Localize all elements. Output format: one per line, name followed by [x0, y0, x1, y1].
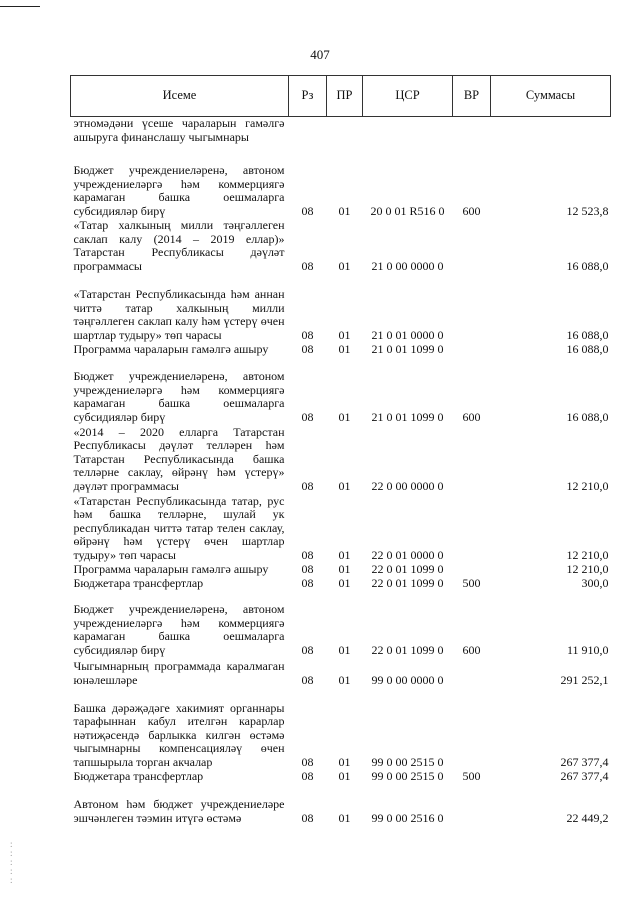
page-number: 407: [310, 47, 330, 62]
cell-rz: 08: [301, 478, 314, 493]
cell-vr: [453, 563, 491, 577]
cell-name: Бюджет учреждениеләренә, автоном учреждениеләргә һәм коммерциягә карамаган башка оешмаларга субсидияләр бирү: [73, 602, 285, 657]
table-row: [71, 784, 611, 826]
cell-pr: 01: [338, 754, 351, 769]
cell-rz: 08: [301, 327, 314, 342]
cell-vr: 600: [462, 203, 481, 218]
cell-sum: 16 088,0: [566, 409, 609, 424]
cell-sum: 291 252,1: [560, 672, 609, 687]
cell-vr: [453, 274, 491, 343]
cell-csr: 99 0 00 2516 0: [371, 810, 444, 825]
cell-sum: 16 088,0: [566, 327, 609, 342]
cell-csr: 22 0 01 1099 0: [371, 561, 444, 576]
cell-rz: 08: [301, 575, 314, 590]
cell-csr: 22 0 00 0000 0: [371, 478, 444, 493]
cell-vr: [453, 425, 491, 494]
cell-sum: 267 377,4: [560, 754, 609, 769]
cell-csr: 99 0 00 2515 0: [371, 754, 444, 769]
table-row: [71, 688, 611, 770]
cell-name: Программа чараларын гамәлгә ашыру: [73, 561, 269, 576]
cell-csr: 21 0 01 0000 0: [371, 327, 444, 342]
cell-pr: 01: [338, 575, 351, 590]
cell-rz: 08: [301, 561, 314, 576]
cell-sum: 22 449,2: [566, 810, 609, 825]
cell-vr: [453, 688, 491, 770]
cell-vr: 500: [462, 575, 481, 590]
cell-name: Башка дәрәҗәдәге хакимият органнары тарафыннан кабул ителгән карарлар нәтиҗәсендә барлыкка килгән өстәмә чыгымнарны компенсацияләү өчен тапшырыла торган акчалар: [73, 700, 285, 769]
table-row: [71, 494, 611, 563]
cell-rz: 08: [301, 768, 314, 783]
cell-pr: 01: [338, 341, 351, 356]
top-rule: [0, 6, 40, 7]
cell-name: Автоном һәм бюджет учреждениеләре эшчәнлеген тәэмин итүгә өстәмә: [73, 797, 285, 825]
cell-csr: 21 0 01 1099 0: [371, 409, 444, 424]
cell-pr: 01: [338, 409, 351, 424]
cell-pr: 01: [338, 327, 351, 342]
cell-vr: [453, 658, 491, 688]
cell-csr: [363, 117, 453, 151]
cell-rz: 08: [301, 203, 314, 218]
cell-vr: [453, 219, 491, 274]
table-row: [71, 425, 611, 494]
header-name: Исеме: [71, 76, 289, 117]
cell-sum: 12 210,0: [566, 478, 609, 493]
cell-sum: 16 088,0: [566, 341, 609, 356]
cell-vr: 500: [462, 768, 481, 783]
cell-rz: 08: [301, 810, 314, 825]
cell-name: Бюджетара трансфертлар: [73, 768, 204, 783]
cell-rz: 08: [301, 341, 314, 356]
cell-pr: [327, 117, 363, 151]
cell-pr: 01: [338, 547, 351, 562]
cell-sum: 11 910,0: [566, 642, 609, 657]
cell-name: Бюджетара трансфертлар: [73, 575, 204, 590]
cell-pr: 01: [338, 642, 351, 657]
cell-csr: 21 0 01 1099 0: [371, 341, 444, 356]
cell-name: «Татар халкының милли тәңгәллеген саклап калу (2014 – 2019 еллар)» Татарстан Республикасы дәүләт программасы: [73, 218, 285, 273]
table-row: [71, 658, 611, 688]
cell-sum: [491, 117, 611, 151]
cell-rz: 08: [301, 547, 314, 562]
table-row: [71, 577, 611, 591]
cell-csr: 20 0 01 R516 0: [370, 203, 445, 218]
table-row: [71, 117, 611, 151]
cell-vr: [453, 494, 491, 563]
table-row: [71, 274, 611, 343]
cell-sum: 12 210,0: [566, 561, 609, 576]
cell-name: Бюджет учреждениеләренә, автоном учреждениеләргә һәм коммерциягә карамаган башка оешмаларга субсидияләр бирү: [73, 163, 285, 218]
cell-pr: 01: [338, 258, 351, 273]
cell-sum: 12 523,8: [566, 203, 609, 218]
cell-csr: 22 0 01 1099 0: [371, 642, 444, 657]
cell-vr: 600: [462, 409, 481, 424]
header-rz: Рз: [289, 76, 327, 117]
cell-name: Бюджет учреждениеләренә, автоном учреждениеләргә һәм коммерциягә карамаган башка оешмаларга субсидияләр бирү: [73, 369, 285, 424]
table-row: [71, 357, 611, 425]
cell-vr: [453, 784, 491, 826]
cell-csr: 99 0 00 0000 0: [371, 672, 444, 687]
cell-name: «Татарстан Республикасында татар, рус һәм башка телләрне, шулай ук республикадан читтә татар телен саклау, өйрәнү һәм үстерү өчен шартлар тудыру» төп чарасы: [73, 493, 285, 562]
cell-csr: 99 0 00 2515 0: [371, 768, 444, 783]
cell-rz: 08: [301, 258, 314, 273]
cell-pr: 01: [338, 478, 351, 493]
cell-pr: 01: [338, 810, 351, 825]
cell-csr: 21 0 00 0000 0: [371, 258, 444, 273]
cell-name: Программа чараларын гамәлгә ашыру: [73, 341, 269, 356]
table-row: [71, 151, 611, 219]
cell-vr: 600: [462, 642, 481, 657]
margin-marks: : : : : :: [10, 839, 13, 885]
cell-rz: 08: [301, 642, 314, 657]
table-row: [71, 770, 611, 784]
budget-table: [70, 75, 611, 826]
table-row: [71, 563, 611, 577]
cell-vr: [453, 117, 491, 151]
cell-rz: 08: [301, 754, 314, 769]
header-sum: Суммасы: [491, 76, 611, 117]
table-row: [71, 591, 611, 658]
cell-name: Чыгымнарның программада каралмаган юнәлешләре: [73, 659, 285, 687]
cell-pr: 01: [338, 768, 351, 783]
cell-rz: 08: [301, 672, 314, 687]
table-row: [71, 219, 611, 274]
header-vr: ВР: [453, 76, 491, 117]
header-csr: ЦСР: [363, 76, 453, 117]
header-pr: ПР: [327, 76, 363, 117]
cell-pr: 01: [338, 672, 351, 687]
cell-sum: 12 210,0: [566, 547, 609, 562]
cell-sum: 300,0: [581, 575, 609, 590]
cell-name: «2014 – 2020 елларга Татарстан Республикасы дәүләт телләрен һәм Татарстан Республикасында башка телләрне саклау, өйрәнү һәм үстерү» дәүләт программасы: [73, 424, 285, 493]
cell-csr: 22 0 01 0000 0: [371, 547, 444, 562]
cell-rz: [289, 117, 327, 151]
cell-name: «Татарстан Республикасында һәм аннан читтә татар халкының милли тәңгәллеген саклап калу һәм үстерү өчен шартлар тудыру» төп чарасы: [73, 287, 285, 342]
cell-rz: 08: [301, 409, 314, 424]
table-row: [71, 343, 611, 357]
cell-pr: 01: [338, 203, 351, 218]
cell-pr: 01: [338, 561, 351, 576]
cell-vr: [453, 343, 491, 357]
cell-csr: 22 0 01 1099 0: [371, 575, 444, 590]
table-header-row: [71, 76, 611, 117]
cell-sum: 267 377,4: [560, 768, 609, 783]
cell-name: этномәдәни үсеше чараларын гамәлгә ашыруга финанслашу чыгымнары: [73, 116, 285, 144]
cell-sum: 16 088,0: [566, 258, 609, 273]
